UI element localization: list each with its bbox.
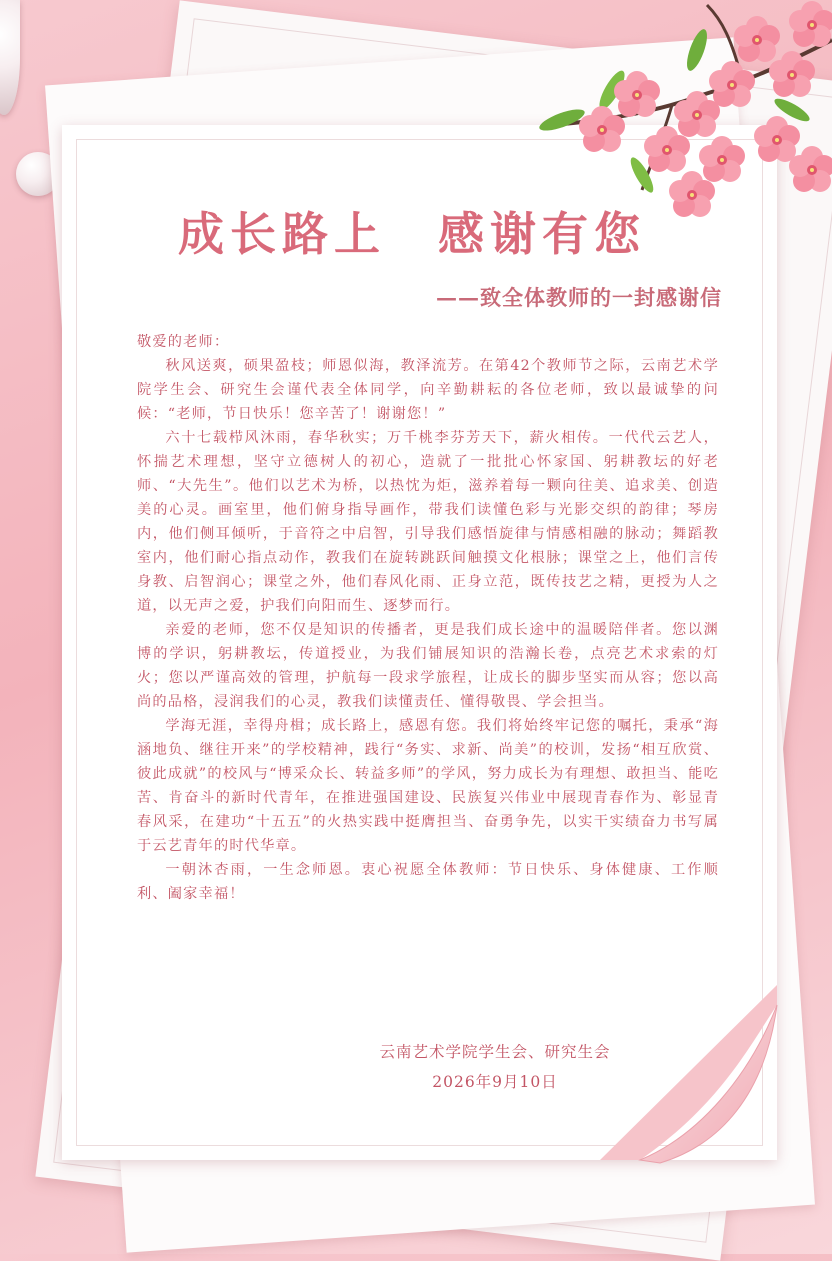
- water-droplet-icon: [0, 0, 20, 115]
- letter-paragraph-2: 六十七载栉风沐雨，春华秋实；万千桃李芬芳天下，薪火相传。一代代云艺人，怀揣艺术理想，坚守立德树人的初心，造就了一批批心怀家国、躬耕教坛的好老师、“大先生”。他们以艺术为桥，以热忱为炬，滋养着每一颗向往美、追求美、创造美的心灵。画室里，他们俯身指导画作，带我们读懂色彩与光影交织的韵律；琴房内，他们侧耳倾听，于音符之中启智，引导我们感悟旋律与情感相融的脉动；舞蹈教室内，他们耐心指点动作，教我们在旋转跳跃间触摸文化根脉；课堂之上，他们言传身教、启智润心；课堂之外，他们春风化雨、正身立范，既传技艺之精，更授为人之道，以无声之爱，护我们向阳而生、逐梦而行。: [137, 430, 719, 614]
- letter-signature-block: [330, 1037, 660, 1097]
- blossom-branch-icon: [492, 0, 832, 230]
- letter-signature: 云南艺术学院学生会、研究生会: [379, 1043, 611, 1061]
- letter-paragraph-5: 一朝沐杏雨，一生念师恩。衷心祝愿全体教师：节日快乐、身体健康、工作顺利、阖家幸福！: [137, 862, 719, 902]
- letter-title: 成长路上 感谢有您: [178, 207, 646, 261]
- letter-date: 2026年9月10日: [432, 1073, 558, 1091]
- letter-body: [137, 330, 719, 906]
- letter-paragraph-1: 秋风送爽，硕果盈枝；师恩似海，教泽流芳。在第42个教师节之际，云南艺术学院学生会、研究生会谨代表全体同学，向辛勤耕耘的各位老师，致以最诚挚的问候：“老师，节日快乐！您辛苦了！谢谢您！”: [137, 358, 719, 422]
- letter-paragraph-3: 亲爱的老师，您不仅是知识的传播者，更是我们成长途中的温暖陪伴者。您以渊博的学识，躬耕教坛，传道授业，为我们铺展知识的浩瀚长卷，点亮艺术求索的灯火；您以严谨高效的管理，护航每一段求学旅程，让成长的脚步坚实而从容；您以高尚的品格，浸润我们的心灵，教我们读懂责任、懂得敬畏、学会担当。: [137, 622, 719, 710]
- letter-paragraph-4: 学海无涯，幸得舟楫；成长路上，感恩有您。我们将始终牢记您的嘱托，秉承“海涵地负、继往开来”的学校精神，践行“务实、求新、尚美”的校训，发扬“相互欣赏、彼此成就”的校风与“博采众长、转益多师”的学风，努力成长为有理想、敢担当、能吃苦、肯奋斗的新时代青年，在推进强国建设、民族复兴伟业中展现青春作为、彰显青春风采，在建功“十五五”的火热实践中挺膺担当、奋勇争先，以实干实绩奋力书写属于云艺青年的时代华章。: [137, 718, 719, 854]
- letter-greeting: 敬爱的老师：: [137, 334, 230, 350]
- letter-subtitle: ——致全体教师的一封感谢信: [436, 285, 722, 310]
